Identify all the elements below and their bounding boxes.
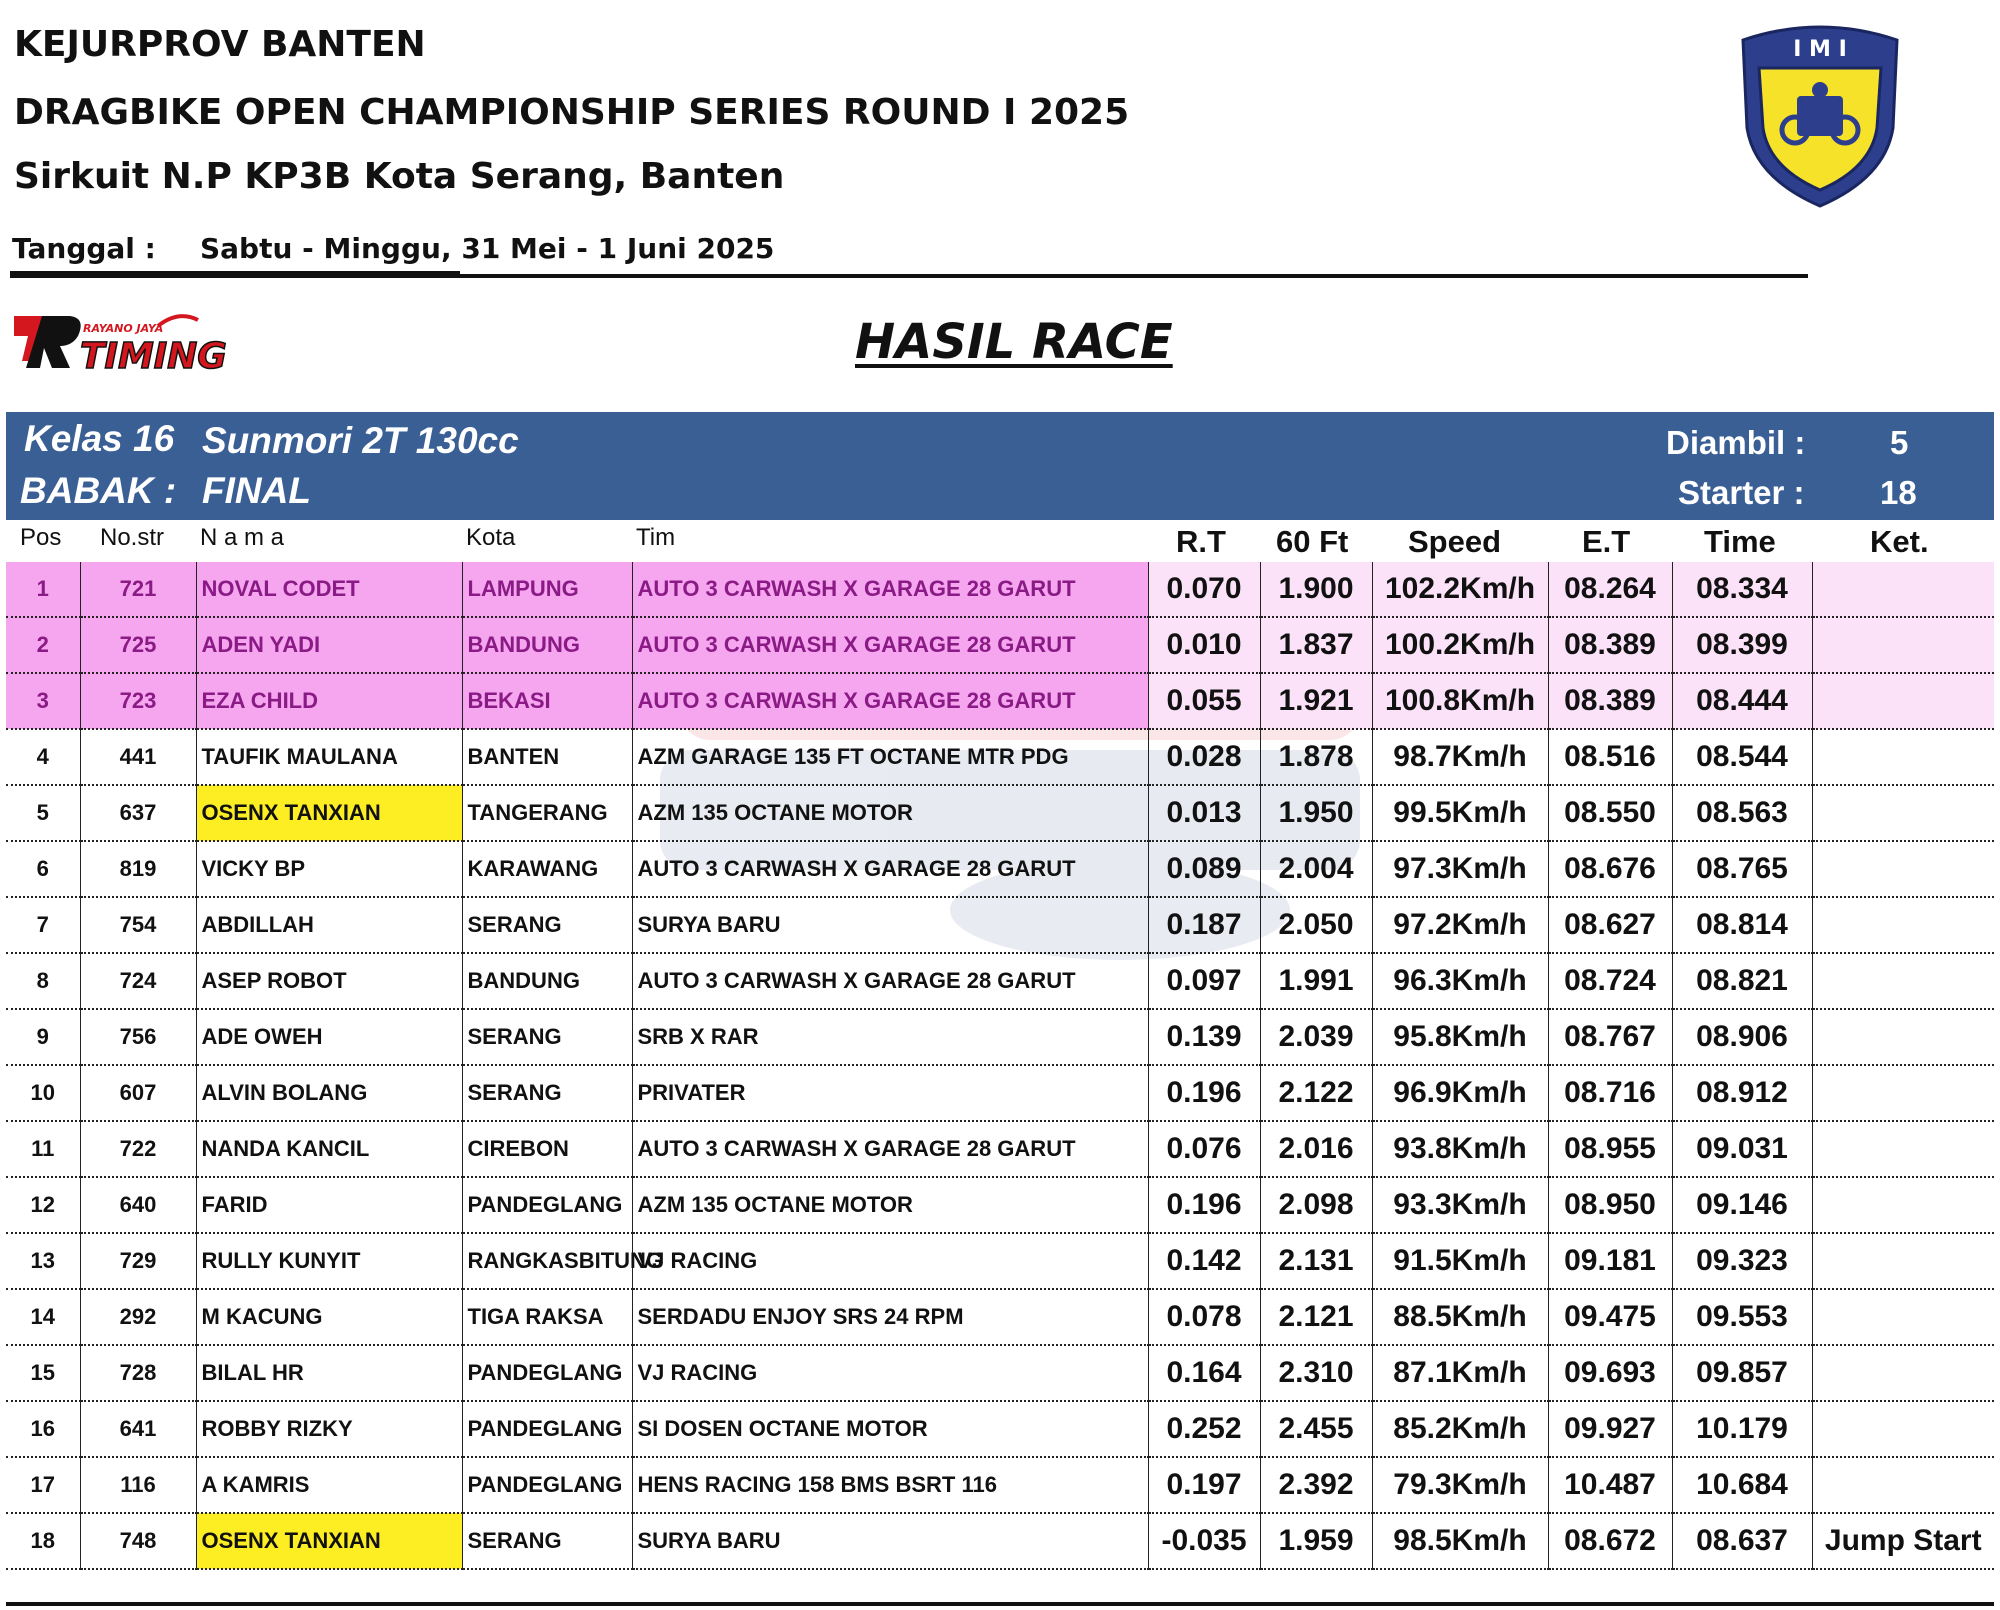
championship-title: DRAGBIKE OPEN CHAMPIONSHIP SERIES ROUND I 2025 xyxy=(14,92,1130,133)
cell-et: 08.950 xyxy=(1548,1177,1672,1233)
cell-et: 08.672 xyxy=(1548,1513,1672,1569)
table-row xyxy=(6,1121,1994,1177)
cell-nostr: 607 xyxy=(80,1065,196,1121)
cell-ket xyxy=(1812,785,1994,841)
cell-tim: AZM 135 OCTANE MOTOR xyxy=(632,1177,1148,1233)
cell-rt: 0.076 xyxy=(1148,1121,1260,1177)
cell-et: 08.767 xyxy=(1548,1009,1672,1065)
cell-kota: TANGERANG xyxy=(462,785,632,841)
cell-rt: 0.164 xyxy=(1148,1345,1260,1401)
cell-tim: VJ RACING xyxy=(632,1233,1148,1289)
cell-kota: SERANG xyxy=(462,1513,632,1569)
cell-nostr: 756 xyxy=(80,1009,196,1065)
timing-logo-icon xyxy=(8,306,253,376)
cell-time: 08.399 xyxy=(1672,617,1812,673)
cell-nama: BILAL HR xyxy=(196,1345,462,1401)
cell-time: 09.857 xyxy=(1672,1345,1812,1401)
cell-time: 08.563 xyxy=(1672,785,1812,841)
cell-ket xyxy=(1812,617,1994,673)
cell-ket xyxy=(1812,1177,1994,1233)
cell-nostr: 819 xyxy=(80,841,196,897)
table-row xyxy=(6,841,1994,897)
cell-60ft: 2.131 xyxy=(1260,1233,1372,1289)
cell-tim: HENS RACING 158 BMS BSRT 116 xyxy=(632,1457,1148,1513)
col-pos: Pos xyxy=(20,524,62,551)
timing-small-text: RAYANO JAYA xyxy=(83,322,164,335)
cell-60ft: 2.004 xyxy=(1260,841,1372,897)
cell-kota: KARAWANG xyxy=(462,841,632,897)
cell-et: 09.927 xyxy=(1548,1401,1672,1457)
cell-kota: PANDEGLANG xyxy=(462,1457,632,1513)
cell-ket xyxy=(1812,729,1994,785)
cell-time: 09.553 xyxy=(1672,1289,1812,1345)
cell-ket xyxy=(1812,1401,1994,1457)
cell-pos: 10 xyxy=(6,1065,80,1121)
cell-time: 08.544 xyxy=(1672,729,1812,785)
cell-speed: 100.2Km/h xyxy=(1372,617,1548,673)
cell-rt: 0.013 xyxy=(1148,785,1260,841)
cell-kota: TIGA RAKSA xyxy=(462,1289,632,1345)
cell-nostr: 116 xyxy=(80,1457,196,1513)
imi-top-text: I M I xyxy=(1793,37,1847,62)
table-row xyxy=(6,1177,1994,1233)
cell-et: 08.716 xyxy=(1548,1065,1672,1121)
cell-et: 09.693 xyxy=(1548,1345,1672,1401)
col-rt: R.T xyxy=(1176,524,1226,559)
cell-time: 10.179 xyxy=(1672,1401,1812,1457)
cell-time: 09.146 xyxy=(1672,1177,1812,1233)
starter-label: Starter : xyxy=(1678,474,1805,511)
cell-time: 08.334 xyxy=(1672,562,1812,617)
cell-speed: 91.5Km/h xyxy=(1372,1233,1548,1289)
cell-speed: 98.7Km/h xyxy=(1372,729,1548,785)
cell-nostr: 725 xyxy=(80,617,196,673)
col-et: E.T xyxy=(1582,524,1631,559)
cell-nama: EZA CHILD xyxy=(196,673,462,729)
cell-pos: 16 xyxy=(6,1401,80,1457)
cell-ket xyxy=(1812,1009,1994,1065)
table-row xyxy=(6,1457,1994,1513)
footer-divider xyxy=(6,1602,1994,1606)
cell-et: 08.724 xyxy=(1548,953,1672,1009)
cell-60ft: 2.039 xyxy=(1260,1009,1372,1065)
cell-60ft: 1.837 xyxy=(1260,617,1372,673)
cell-rt: 0.252 xyxy=(1148,1401,1260,1457)
table-row xyxy=(6,785,1994,841)
cell-speed: 96.9Km/h xyxy=(1372,1065,1548,1121)
cell-et: 10.487 xyxy=(1548,1457,1672,1513)
class-band xyxy=(6,412,1994,520)
cell-nama: A KAMRIS xyxy=(196,1457,462,1513)
babak-label: BABAK : xyxy=(20,470,177,511)
cell-speed: 97.3Km/h xyxy=(1372,841,1548,897)
cell-time: 10.684 xyxy=(1672,1457,1812,1513)
cell-time: 08.637 xyxy=(1672,1513,1812,1569)
cell-speed: 87.1Km/h xyxy=(1372,1345,1548,1401)
cell-nostr: 721 xyxy=(80,562,196,617)
cell-time: 08.765 xyxy=(1672,841,1812,897)
imi-logo-icon xyxy=(1735,18,1905,208)
cell-time: 08.906 xyxy=(1672,1009,1812,1065)
cell-nostr: 441 xyxy=(80,729,196,785)
cell-ket xyxy=(1812,1289,1994,1345)
cell-nostr: 640 xyxy=(80,1177,196,1233)
col-ket: Ket. xyxy=(1870,524,1929,559)
cell-kota: CIREBON xyxy=(462,1121,632,1177)
table-row xyxy=(6,953,1994,1009)
cell-nama: ABDILLAH xyxy=(196,897,462,953)
cell-ket xyxy=(1812,897,1994,953)
cell-60ft: 2.122 xyxy=(1260,1065,1372,1121)
table-row xyxy=(6,673,1994,729)
cell-nama: TAUFIK MAULANA xyxy=(196,729,462,785)
cell-nama: ROBBY RIZKY xyxy=(196,1401,462,1457)
babak-value: FINAL xyxy=(202,470,311,511)
cell-nostr: 722 xyxy=(80,1121,196,1177)
cell-60ft: 2.455 xyxy=(1260,1401,1372,1457)
cell-pos: 2 xyxy=(6,617,80,673)
results-table xyxy=(6,562,1994,1570)
col-kota: Kota xyxy=(466,524,516,551)
cell-nostr: 641 xyxy=(80,1401,196,1457)
cell-speed: 96.3Km/h xyxy=(1372,953,1548,1009)
table-row xyxy=(6,562,1994,617)
circuit-title: Sirkuit N.P KP3B Kota Serang, Banten xyxy=(14,156,785,197)
cell-tim: AZM 135 OCTANE MOTOR xyxy=(632,785,1148,841)
cell-pos: 1 xyxy=(6,562,80,617)
cell-kota: PANDEGLANG xyxy=(462,1177,632,1233)
cell-60ft: 2.121 xyxy=(1260,1289,1372,1345)
cell-et: 08.389 xyxy=(1548,617,1672,673)
col-time: Time xyxy=(1704,524,1776,559)
cell-rt: 0.196 xyxy=(1148,1177,1260,1233)
col-60ft: 60 Ft xyxy=(1276,524,1349,559)
cell-tim: SRB X RAR xyxy=(632,1009,1148,1065)
cell-nostr: 292 xyxy=(80,1289,196,1345)
col-nostr: No.str xyxy=(100,524,165,551)
cell-et: 08.627 xyxy=(1548,897,1672,953)
cell-60ft: 1.959 xyxy=(1260,1513,1372,1569)
cell-ket xyxy=(1812,1457,1994,1513)
cell-60ft: 1.991 xyxy=(1260,953,1372,1009)
cell-nostr: 723 xyxy=(80,673,196,729)
cell-rt: 0.070 xyxy=(1148,562,1260,617)
table-row xyxy=(6,1513,1994,1569)
table-row xyxy=(6,1289,1994,1345)
cell-pos: 5 xyxy=(6,785,80,841)
cell-60ft: 2.098 xyxy=(1260,1177,1372,1233)
cell-kota: SERANG xyxy=(462,1065,632,1121)
cell-ket xyxy=(1812,1121,1994,1177)
cell-tim: AZM GARAGE 135 FT OCTANE MTR PDG xyxy=(632,729,1148,785)
col-tim: Tim xyxy=(636,524,676,551)
cell-nostr: 748 xyxy=(80,1513,196,1569)
cell-kota: BEKASI xyxy=(462,673,632,729)
cell-kota: LAMPUNG xyxy=(462,562,632,617)
cell-60ft: 2.050 xyxy=(1260,897,1372,953)
cell-nama: FARID xyxy=(196,1177,462,1233)
cell-ket xyxy=(1812,562,1994,617)
cell-pos: 6 xyxy=(6,841,80,897)
cell-time: 08.912 xyxy=(1672,1065,1812,1121)
table-row xyxy=(6,897,1994,953)
cell-kota: PANDEGLANG xyxy=(462,1345,632,1401)
cell-speed: 99.5Km/h xyxy=(1372,785,1548,841)
cell-tim: AUTO 3 CARWASH X GARAGE 28 GARUT xyxy=(632,617,1148,673)
cell-ket xyxy=(1812,1345,1994,1401)
cell-kota: BANTEN xyxy=(462,729,632,785)
cell-kota: PANDEGLANG xyxy=(462,1401,632,1457)
cell-rt: 0.028 xyxy=(1148,729,1260,785)
header-divider xyxy=(10,274,1808,278)
cell-kota: BANDUNG xyxy=(462,617,632,673)
cell-pos: 8 xyxy=(6,953,80,1009)
cell-ket xyxy=(1812,1065,1994,1121)
cell-et: 08.516 xyxy=(1548,729,1672,785)
cell-rt: 0.187 xyxy=(1148,897,1260,953)
cell-pos: 18 xyxy=(6,1513,80,1569)
date-label: Tanggal : xyxy=(12,232,156,265)
cell-pos: 12 xyxy=(6,1177,80,1233)
cell-speed: 102.2Km/h xyxy=(1372,562,1548,617)
cell-60ft: 2.016 xyxy=(1260,1121,1372,1177)
cell-nostr: 637 xyxy=(80,785,196,841)
cell-tim: VJ RACING xyxy=(632,1345,1148,1401)
cell-60ft: 1.878 xyxy=(1260,729,1372,785)
cell-ket xyxy=(1812,673,1994,729)
diambil-value: 5 xyxy=(1890,424,1909,461)
cell-et: 08.264 xyxy=(1548,562,1672,617)
cell-60ft: 1.950 xyxy=(1260,785,1372,841)
cell-tim: PRIVATER xyxy=(632,1065,1148,1121)
cell-speed: 97.2Km/h xyxy=(1372,897,1548,953)
cell-60ft: 2.310 xyxy=(1260,1345,1372,1401)
cell-time: 09.323 xyxy=(1672,1233,1812,1289)
cell-pos: 17 xyxy=(6,1457,80,1513)
cell-et: 08.389 xyxy=(1548,673,1672,729)
cell-tim: AUTO 3 CARWASH X GARAGE 28 GARUT xyxy=(632,562,1148,617)
cell-time: 08.821 xyxy=(1672,953,1812,1009)
cell-tim: AUTO 3 CARWASH X GARAGE 28 GARUT xyxy=(632,673,1148,729)
cell-pos: 14 xyxy=(6,1289,80,1345)
cell-rt: -0.035 xyxy=(1148,1513,1260,1569)
cell-60ft: 2.392 xyxy=(1260,1457,1372,1513)
cell-ket: Jump Start xyxy=(1812,1513,1994,1569)
cell-ket xyxy=(1812,1233,1994,1289)
cell-et: 09.475 xyxy=(1548,1289,1672,1345)
cell-rt: 0.197 xyxy=(1148,1457,1260,1513)
cell-kota: SERANG xyxy=(462,897,632,953)
cell-tim: SURYA BARU xyxy=(632,897,1148,953)
cell-60ft: 1.900 xyxy=(1260,562,1372,617)
table-row xyxy=(6,1065,1994,1121)
cell-nostr: 728 xyxy=(80,1345,196,1401)
cell-pos: 9 xyxy=(6,1009,80,1065)
cell-nama: ASEP ROBOT xyxy=(196,953,462,1009)
cell-nostr: 754 xyxy=(80,897,196,953)
cell-pos: 3 xyxy=(6,673,80,729)
event-title: KEJURPROV BANTEN xyxy=(14,24,426,65)
cell-60ft: 1.921 xyxy=(1260,673,1372,729)
cell-nama: OSENX TANXIAN xyxy=(196,785,462,841)
col-nama: N a m a xyxy=(200,524,285,551)
cell-speed: 85.2Km/h xyxy=(1372,1401,1548,1457)
cell-speed: 95.8Km/h xyxy=(1372,1009,1548,1065)
cell-nama: RULLY KUNYIT xyxy=(196,1233,462,1289)
cell-et: 08.550 xyxy=(1548,785,1672,841)
cell-speed: 93.8Km/h xyxy=(1372,1121,1548,1177)
cell-nama: VICKY BP xyxy=(196,841,462,897)
cell-tim: AUTO 3 CARWASH X GARAGE 28 GARUT xyxy=(632,841,1148,897)
cell-rt: 0.089 xyxy=(1148,841,1260,897)
cell-time: 08.814 xyxy=(1672,897,1812,953)
table-row xyxy=(6,729,1994,785)
col-speed: Speed xyxy=(1408,524,1502,559)
cell-et: 08.955 xyxy=(1548,1121,1672,1177)
kelas-name: Sunmori 2T 130cc xyxy=(202,420,519,461)
cell-nama: ADE OWEH xyxy=(196,1009,462,1065)
table-row xyxy=(6,1401,1994,1457)
cell-kota: SERANG xyxy=(462,1009,632,1065)
cell-nama: ALVIN BOLANG xyxy=(196,1065,462,1121)
cell-nama: ADEN YADI xyxy=(196,617,462,673)
cell-tim: AUTO 3 CARWASH X GARAGE 28 GARUT xyxy=(632,1121,1148,1177)
cell-ket xyxy=(1812,841,1994,897)
cell-rt: 0.139 xyxy=(1148,1009,1260,1065)
cell-speed: 88.5Km/h xyxy=(1372,1289,1548,1345)
cell-tim: SI DOSEN OCTANE MOTOR xyxy=(632,1401,1148,1457)
cell-rt: 0.078 xyxy=(1148,1289,1260,1345)
cell-nama: NOVAL CODET xyxy=(196,562,462,617)
cell-pos: 15 xyxy=(6,1345,80,1401)
cell-tim: SERDADU ENJOY SRS 24 RPM xyxy=(632,1289,1148,1345)
table-row xyxy=(6,1009,1994,1065)
table-row xyxy=(6,1233,1994,1289)
cell-speed: 93.3Km/h xyxy=(1372,1177,1548,1233)
starter-value: 18 xyxy=(1880,474,1917,511)
cell-speed: 98.5Km/h xyxy=(1372,1513,1548,1569)
cell-tim: AUTO 3 CARWASH X GARAGE 28 GARUT xyxy=(632,953,1148,1009)
timing-big-text: TIMING xyxy=(80,336,227,377)
cell-kota: RANGKASBITUNG xyxy=(462,1233,632,1289)
cell-time: 09.031 xyxy=(1672,1121,1812,1177)
cell-rt: 0.196 xyxy=(1148,1065,1260,1121)
date-value: Sabtu - Minggu, 31 Mei - 1 Juni 2025 xyxy=(200,232,775,265)
cell-speed: 100.8Km/h xyxy=(1372,673,1548,729)
cell-speed: 79.3Km/h xyxy=(1372,1457,1548,1513)
cell-ket xyxy=(1812,953,1994,1009)
cell-nama: NANDA KANCIL xyxy=(196,1121,462,1177)
cell-rt: 0.142 xyxy=(1148,1233,1260,1289)
diambil-label: Diambil : xyxy=(1666,424,1806,461)
cell-pos: 11 xyxy=(6,1121,80,1177)
cell-rt: 0.055 xyxy=(1148,673,1260,729)
table-row xyxy=(6,1345,1994,1401)
cell-nama: M KACUNG xyxy=(196,1289,462,1345)
cell-nostr: 729 xyxy=(80,1233,196,1289)
table-header xyxy=(6,520,1994,565)
table-row xyxy=(6,617,1994,673)
kelas-label: Kelas 16 xyxy=(24,418,175,459)
cell-time: 08.444 xyxy=(1672,673,1812,729)
cell-tim: SURYA BARU xyxy=(632,1513,1148,1569)
cell-pos: 13 xyxy=(6,1233,80,1289)
cell-nama: OSENX TANXIAN xyxy=(196,1513,462,1569)
cell-kota: BANDUNG xyxy=(462,953,632,1009)
cell-rt: 0.097 xyxy=(1148,953,1260,1009)
cell-rt: 0.010 xyxy=(1148,617,1260,673)
cell-nostr: 724 xyxy=(80,953,196,1009)
cell-et: 08.676 xyxy=(1548,841,1672,897)
cell-et: 09.181 xyxy=(1548,1233,1672,1289)
cell-pos: 4 xyxy=(6,729,80,785)
cell-pos: 7 xyxy=(6,897,80,953)
page-title: HASIL RACE xyxy=(855,314,1173,370)
